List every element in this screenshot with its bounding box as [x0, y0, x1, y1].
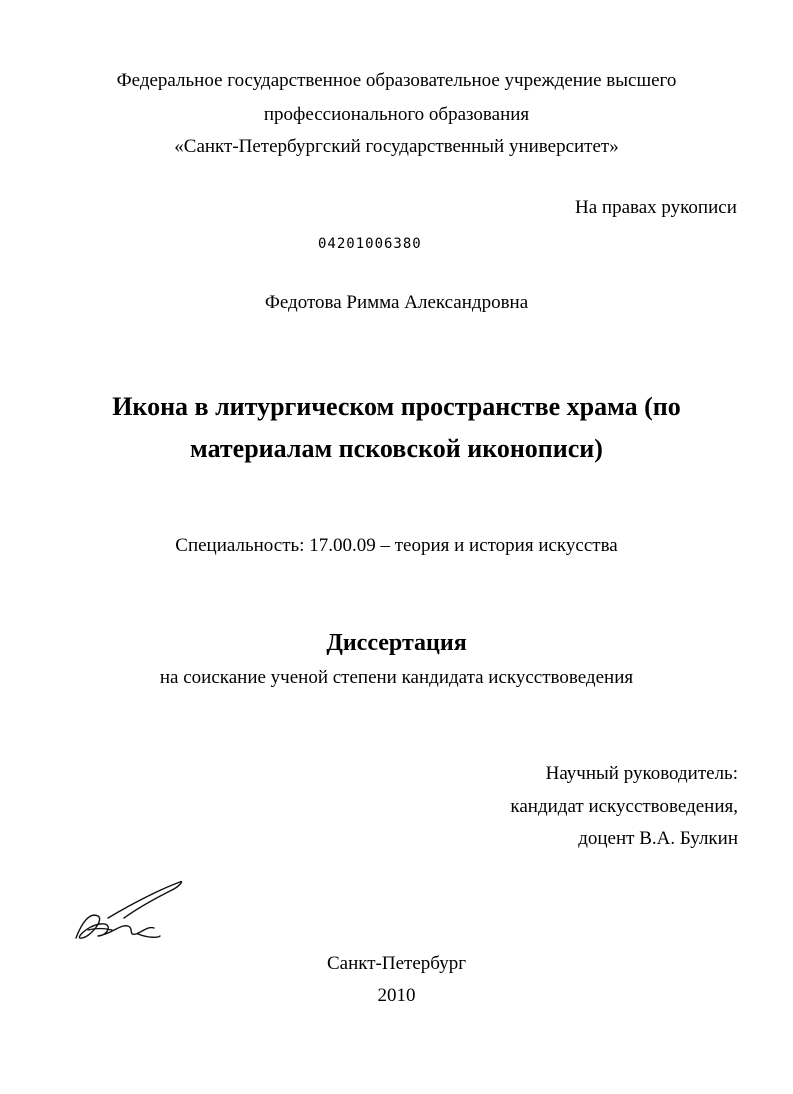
handwritten-signature	[68, 878, 188, 948]
institution-line-1: Федеральное государственное образовательное учреждение высшего	[116, 70, 677, 91]
specialty: Специальность: 17.00.09 – теория и история искусства	[175, 535, 618, 556]
thesis-title-line-1: Икона в литургическом пространстве храма (по	[112, 392, 681, 421]
supervisor-label: Научный руководитель:	[545, 763, 738, 784]
year: 2010	[377, 985, 416, 1006]
supervisor-name: доцент В.А. Булкин	[578, 828, 738, 849]
manuscript-note: На правах рукописи	[575, 197, 737, 218]
degree-line: на соискание ученой степени кандидата искусствоведения	[159, 667, 634, 688]
author-name: Федотова Римма Александровна	[264, 292, 529, 313]
thesis-title-line-2: материалам псковской иконописи)	[190, 434, 603, 463]
supervisor-degree: кандидат искусствоведения,	[510, 796, 738, 817]
institution-line-2: профессионального образования	[263, 104, 530, 125]
registration-number: 04201006380	[318, 236, 422, 252]
institution-line-3: «Санкт-Петербургский государственный университет»	[174, 136, 619, 157]
document-type: Диссертация	[326, 630, 467, 656]
city: Санкт-Петербург	[326, 953, 466, 974]
